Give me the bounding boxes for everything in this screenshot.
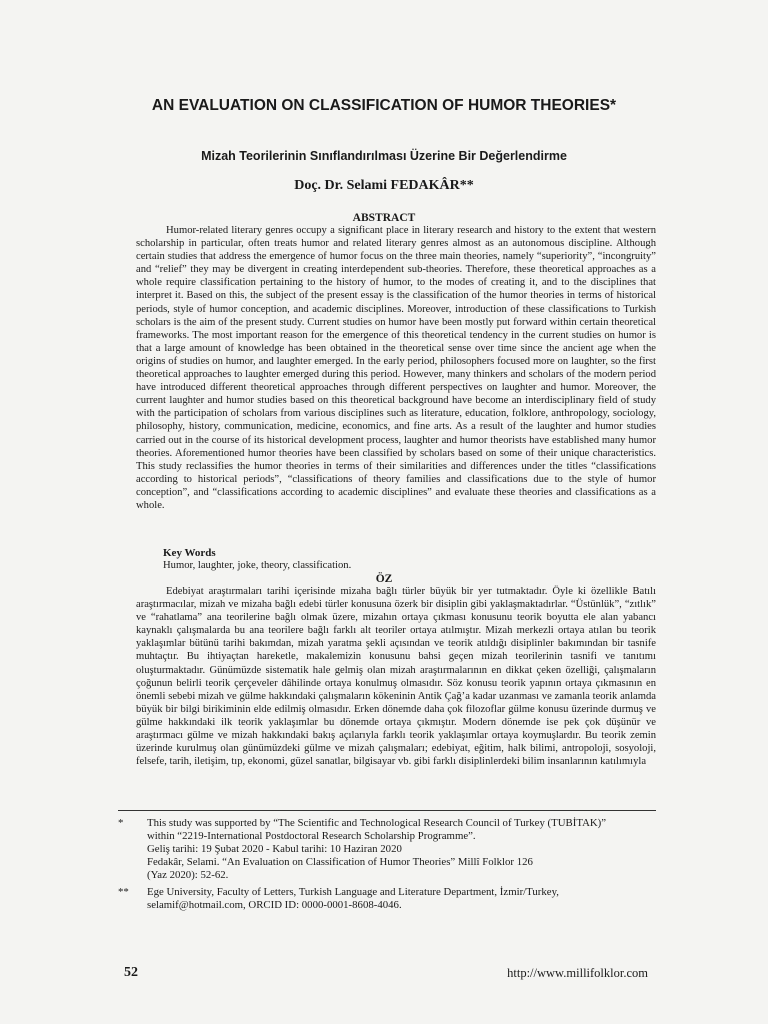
keywords-heading: Key Words [163,547,216,559]
abstract-heading: ABSTRACT [352,212,416,224]
oz-text: Edebiyat araştırmaları tarihi içerisinde mizaha bağlı türler büyük bir yer tutmaktadır. Öyle ki özellikle Batılı araştırmacılar, mizah ve mizaha bağlı edebi türler konusuna özerk bir disiplin gibi yaklaşmaktadırlar. “Üstünlük”, “zıtlık” ve “rahatlama” ana teorilerine bağlı olmak üzere, mizahın ortaya çıkması konusunu teorik boyutta ele alan yabancı kaynaklı çalışmalarda bu ana teorilere bağlı farklı alt teoriler ortaya atılmıştır. Mizah merkezli ortaya atılan bu teorik yaklaşımlar bütünü tarihi bakımdan, mizah yaratma şekli açısından ve teorik atıldığı disiplinler bakımından bir tasnife muhtaçtır. Bu ihtiyaçtan hareketle, makalemizin konusunu bahsi geçen mizah teorilerinin tasnifi ve tanıtımı oluşturmaktadır. Günümüzde sistematik hale gelmiş olan mizah araştırmalarının en dikkat çeken özelliği, çalışmaların çoğunun belirli teorik çerçeveler dâhilinde ortaya konulmuş olmasıdır. Söz konusu teorik yapının ortaya çıkmasının en önemli sebebi mizah ve gülme hakkındaki çalışmaların kökeninin Antik Çağ’a kadar uzanması ve zamanla teorik anlamda büyük bir bilgi birikiminin elde edilmiş olmasıdır. Erken dönemde daha çok filozoflar gülme konusu üzerinde durmuş ve gülme hakkındaki ilk teorik yaklaşımlar bu dönemde ortaya çıkmıştır. Modern dönemde ise pek çok düşünür ve araştırmacı gülme ve mizah hakkındaki bakış açılarıyla farklı teorik yaklaşımlar ortaya koymuşlardır. Bu teorik zemin üzerinde kurulmuş olan günümüzdeki gülme ve mizah çalışmaları; edebiyat, eğitim, halk bilimi, antropoloji, sosyoloji, felsefe, tarih, iletişim, tıp, ekonomi, güzel sanatlar, bilgisayar vb. gibi farklı disiplinlerdeki bilim insanlarının katılımıyla [136,586,656,768]
article-title: AN EVALUATION ON CLASSIFICATION OF HUMOR THEORIES* [151,97,617,114]
footnote-line: Ege University, Faculty of Letters, Turkish Language and Literature Department, İzmir/Turkey, [147,886,559,898]
footnote-divider [118,810,656,811]
footnote-line: Geliş tarihi: 19 Şubat 2020 - Kabul tarihi: 10 Haziran 2020 [147,843,402,855]
footnote-1 [118,817,658,897]
keywords-text: Humor, laughter, joke, theory, classification. [163,560,352,571]
footnote-line: (Yaz 2020): 52-62. [147,869,229,881]
footnote-line: within “2219-International Postdoctoral Research Scholarship Programme”. [147,830,476,842]
footnote-line: This study was supported by “The Scientific and Technological Research Council of Turkey (TUBİTAK)” [147,817,607,829]
page-number: 52 [124,965,138,980]
oz-heading: ÖZ [375,573,393,585]
footnote-2 [118,886,658,916]
journal-url[interactable]: http://www.millifolklor.com [507,966,648,980]
abstract-text: Humor-related literary genres occupy a significant place in literary research and history to the extent that western scholarship in particular, often treats humor and related literary genres almost as an autonomous discipline. Although certain studies that address the emergence of humor focus on the three main theories, namely “superiority”, “incongruity” and “relief” they may be divergent in creating interdependent sub-theories. Therefore, these theoretical approaches as a whole require classification pertaining to the history of humor, to the modes of creating it, and to the disciplines that interpret it. Based on this, the subject of the present essay is the classification of the humor theories in terms of historical periods, style of humor conception, and academic disciplines. Moreover, introduction of these classifications to Turkish scholars is the aim of the present study. Current studies on humor have been mostly put forward within certain theoretical frameworks. The most important reason for the emergence of this theoretical tendency in the current studies on humor is that a large amount of knowledge has been obtained in the theoretical sense over time since the ancient age when the origins of studies on humor, and laughter emerged. In the early period, philosophers focused more on laughter, so the first theoretical approaches to laughter emerged during this period. However, many thinkers and scholars of the modern period have introduced different theoretical approaches through different perspectives on laughter and humor. Moreover, the current laughter and humor studies based on this theoretical background have become an interdisciplinary field of study with the participation of scholars from various disciplines such as literature, education, folklore, anthropology, sociology, philosophy, history, communication, medicine, economics, and fine arts. As a result of the laughter and humor studies carried out in the course of its historical development process, laughter and humor theorists have established many humor theories. Aforementioned humor theories have been classified by scholars based on some of their unique characteristics. This study reclassifies the humor theories in terms of their similarities and differences under the titles “classifications according to historical periods”, “classifications of theory families and classifications due to the style of humor conception”, and “classifications according to academic disciplines” and evaluate these theories and classifications as a whole. [136,225,656,511]
article-subtitle: Mizah Teorilerinin Sınıflandırılması Üzerine Bir Değerlendirme [201,149,567,163]
footnote-line: selamif@hotmail.com, ORCID ID: 0000-0001-8608-4046. [147,899,402,911]
footnote-line: Fedakâr, Selami. “An Evaluation on Classification of Humor Theories” Millî Folklor 126 [147,856,533,868]
author-name: Doç. Dr. Selami FEDAKÂR** [294,178,474,193]
footnote-marker: ** [118,886,129,898]
footnote-marker: * [118,817,124,829]
